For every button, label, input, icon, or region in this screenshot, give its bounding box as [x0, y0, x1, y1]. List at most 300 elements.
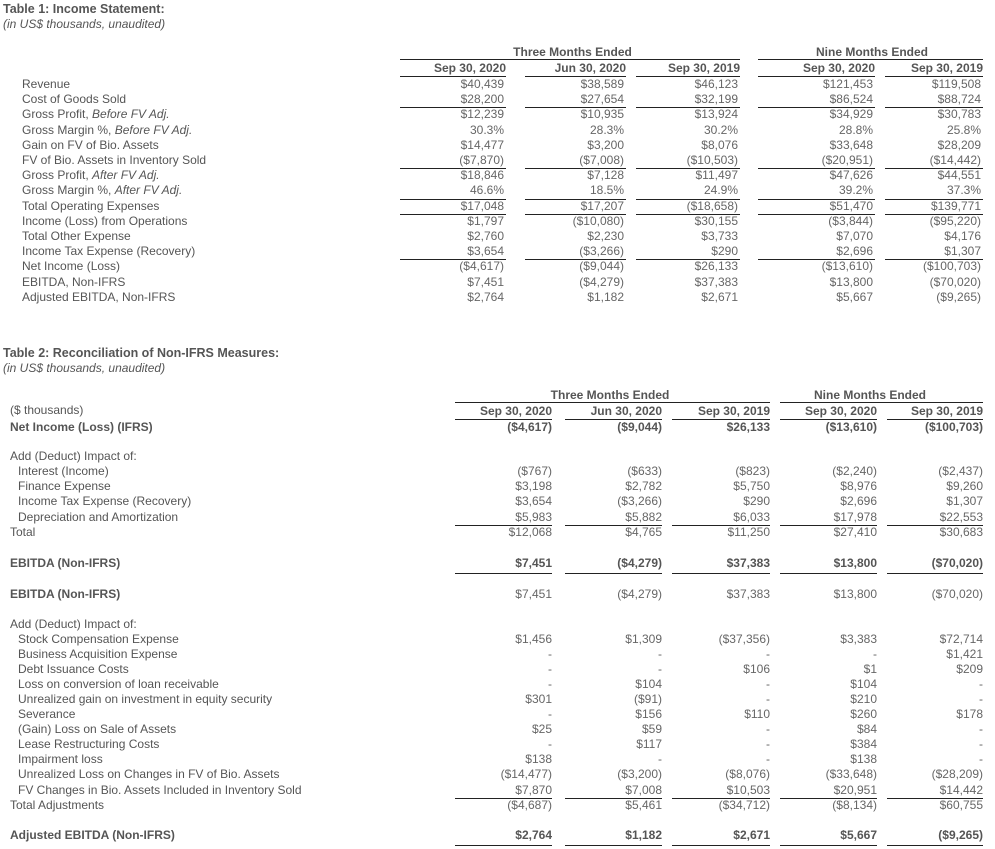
adjusted-ebitda-label: Adjusted EBITDA (Non-IFRS): [10, 828, 175, 842]
table-cell: $104: [850, 677, 877, 692]
table-cell: $6,033: [733, 509, 770, 524]
row-label: [22, 92, 126, 107]
table-cell: ($33,648): [825, 767, 877, 782]
table-cell: $110: [744, 707, 770, 722]
table-cell: ($633): [627, 464, 662, 478]
table-cell: $26,133: [726, 420, 770, 434]
subtotal-rule: [400, 259, 506, 260]
subtotal-rule: [400, 214, 506, 215]
subtotal-rule: [636, 107, 740, 108]
table-cell: $33,648: [829, 137, 873, 152]
table-cell: $7,128: [587, 168, 624, 183]
row-label: [22, 259, 120, 274]
table1-subtitle: (in US$ thousands, unaudited): [3, 17, 166, 31]
section-heading: Add (Deduct) Impact of:: [10, 617, 137, 631]
table-cell: $60,755: [939, 798, 983, 812]
table-cell: $209: [956, 662, 983, 677]
subtotal-rule: [885, 107, 983, 108]
table-cell: $7,070: [836, 229, 873, 243]
table-cell: $44,551: [937, 168, 981, 183]
subtotal-rule: [758, 199, 875, 200]
table-cell: $7,451: [467, 274, 504, 289]
subtotal-rule: [525, 199, 626, 200]
table-cell: $5,750: [733, 479, 770, 494]
table-cell: 24.9%: [703, 183, 738, 198]
table-cell: $2,671: [701, 289, 738, 304]
table-cell: ($4,687): [507, 798, 552, 812]
table-cell: $37,383: [726, 556, 770, 570]
table-cell: $1,456: [515, 632, 552, 646]
row-label-text: Cost of Goods Sold: [22, 92, 127, 107]
column-header: Sep 30, 2020: [804, 404, 877, 418]
table-cell: ($8,134): [832, 798, 877, 812]
subtotal-rule: [400, 199, 506, 200]
table-cell: $139,771: [930, 198, 981, 213]
row-label-text: Income Tax Expense (Recovery): [22, 244, 196, 259]
ebitda-label: EBITDA (Non-IFRS): [10, 587, 121, 601]
table-cell: $37,383: [694, 274, 738, 289]
table-cell: ($3,844): [828, 213, 873, 228]
table-cell: $1,307: [944, 244, 981, 259]
table-cell: $12,239: [460, 107, 504, 122]
ebitda-label: EBITDA (Non-IFRS): [10, 556, 121, 570]
row-label: Business Acquisition Expense: [18, 647, 178, 662]
table-cell: ($9,044): [617, 420, 662, 434]
total-adjustments-label: Total Adjustments: [10, 798, 105, 812]
table-cell: $46,123: [694, 77, 738, 91]
table-cell: $1,421: [946, 647, 983, 662]
table-cell: $3,654: [515, 494, 552, 509]
row-label-qualifier: After FV Adj.: [114, 183, 183, 198]
row-label-text: Adjusted EBITDA, Non-IFRS: [22, 289, 176, 304]
table-cell: -: [548, 662, 552, 677]
row-label: [22, 290, 175, 305]
row-label: Unrealized gain on investment in equity security: [18, 692, 273, 707]
table-cell: ($10,503): [686, 153, 738, 167]
table-cell: $34,929: [829, 107, 873, 122]
table-cell: $301: [525, 692, 552, 707]
table-cell: $84: [856, 722, 877, 737]
column-header: Jun 30, 2020: [590, 404, 662, 418]
subtotal-rule: [636, 168, 740, 169]
row-label: Finance Expense: [18, 479, 111, 494]
total-label: Total: [10, 525, 36, 539]
section-heading: Add (Deduct) Impact of:: [10, 449, 137, 463]
table-cell: ($2,437): [938, 464, 983, 478]
table-cell: $14,442: [939, 782, 983, 797]
table-cell: ($70,020): [931, 556, 983, 570]
row-label: [22, 199, 159, 214]
table-cell: $384: [850, 737, 877, 752]
table-cell: $4,176: [944, 229, 981, 243]
table-cell: -: [766, 737, 770, 752]
table-cell: $86,524: [829, 92, 873, 107]
table-cell: $290: [743, 494, 770, 509]
table-cell: $7,870: [515, 782, 552, 797]
table-cell: ($95,220): [929, 213, 981, 228]
table-cell: $138: [525, 752, 552, 767]
table-cell: $13,924: [694, 107, 738, 122]
subtotal-rule: [885, 259, 983, 260]
row-label: [22, 77, 70, 92]
table-cell: $17,207: [580, 198, 624, 213]
table-cell: $3,733: [701, 229, 738, 243]
table-cell: ($3,200): [617, 767, 662, 782]
table-cell: $32,199: [694, 92, 738, 107]
subtotal-rule: [525, 168, 626, 169]
table-cell: $13,800: [833, 587, 877, 601]
group-rule-nine-months: [780, 402, 983, 403]
table-cell: -: [766, 722, 770, 737]
table-cell: $20,951: [833, 782, 877, 797]
table-cell: $11,497: [695, 168, 738, 183]
table-cell: $25: [531, 722, 552, 737]
table-cell: $138: [850, 752, 877, 767]
row-label-text: Gross Profit,: [22, 107, 93, 122]
table-cell: $178: [956, 707, 983, 722]
row-label: Stock Compensation Expense: [18, 632, 179, 646]
table2-subtitle: (in US$ thousands, unaudited): [3, 361, 166, 375]
subtotal-rule: [525, 259, 626, 260]
table-cell: ($34,712): [718, 798, 770, 812]
table-cell: ($767): [517, 464, 552, 478]
column-header: Sep 30, 2020: [433, 61, 506, 75]
row-label-text: Gross Margin %,: [22, 183, 115, 198]
row-label: FV Changes in Bio. Assets Included in Inventory Sold: [18, 782, 302, 797]
table-cell: $2,696: [836, 244, 873, 259]
table-cell: 25.8%: [946, 122, 981, 137]
subtotal-rule: [758, 168, 875, 169]
table-cell: $10,503: [726, 782, 770, 797]
table-cell: $26,133: [694, 259, 738, 274]
table2-title: Table 2: Reconciliation of Non-IFRS Measures:: [3, 346, 280, 360]
row-label: Depreciation and Amortization: [18, 509, 179, 524]
table-cell: ($4,279): [617, 556, 662, 570]
total-rule: [672, 573, 770, 574]
table-cell: $2,671: [733, 828, 770, 842]
table-cell: ($37,356): [718, 632, 770, 646]
table-cell: $104: [635, 677, 662, 692]
table-cell: ($9,044): [579, 259, 624, 274]
table-cell: ($4,279): [617, 587, 662, 601]
subtotal-rule: [525, 107, 626, 108]
table-cell: $10,935: [580, 107, 624, 122]
row-label: [22, 123, 192, 138]
subtotal-rule: [525, 214, 626, 215]
row-label: Unrealized Loss on Changes in FV of Bio. Assets: [18, 767, 280, 782]
subtotal-rule: [636, 214, 740, 215]
row-label: Loss on conversion of loan receivable: [18, 677, 219, 692]
table-cell: ($7,008): [579, 153, 624, 167]
total-rule: [455, 845, 552, 846]
table-cell: ($28,209): [931, 767, 983, 782]
column-header: Jun 30, 2020: [554, 61, 626, 75]
subtotal-rule: [455, 525, 552, 526]
table-cell: ($10,080): [572, 213, 624, 228]
table-cell: $2,696: [840, 494, 877, 509]
table-cell: $2,764: [467, 289, 504, 304]
row-label-text: Gross Margin %,: [22, 122, 115, 137]
table-cell: $1,182: [587, 289, 624, 304]
table-cell: $9,260: [946, 479, 983, 494]
table-cell: $7,451: [515, 587, 552, 601]
table-cell: ($2,240): [832, 464, 877, 478]
row-label-text: Revenue: [22, 77, 71, 91]
subtotal-rule: [887, 525, 983, 526]
table-cell: $1,309: [625, 632, 662, 646]
table-cell: ($9,265): [936, 289, 981, 304]
group-rule-three-months: [400, 59, 740, 60]
table-cell: ($3,266): [579, 244, 624, 259]
column-header: Sep 30, 2020: [802, 61, 875, 75]
table-cell: $3,383: [840, 632, 877, 646]
table-cell: ($91): [633, 692, 662, 707]
subtotal-rule: [885, 214, 983, 215]
table-cell: $47,626: [829, 168, 873, 183]
table-cell: $2,782: [625, 479, 662, 494]
table-cell: $17,048: [460, 198, 504, 213]
subtotal-rule: [780, 798, 877, 799]
table-cell: ($7,870): [459, 153, 504, 167]
table-cell: 30.2%: [703, 122, 738, 137]
subtotal-rule: [565, 525, 662, 526]
table-cell: -: [766, 647, 770, 662]
row-label: Impairment loss: [18, 752, 103, 767]
subtotal-rule: [887, 798, 983, 799]
table-cell: ($14,477): [500, 767, 552, 782]
row-label: [22, 214, 187, 229]
table-cell: $27,410: [833, 525, 877, 539]
table-cell: ($100,703): [924, 420, 983, 434]
table-cell: ($100,703): [922, 259, 981, 274]
table-cell: $5,983: [515, 509, 552, 524]
row-label: Lease Restructuring Costs: [18, 737, 160, 752]
row-label: [22, 183, 182, 198]
subtotal-rule: [636, 199, 740, 200]
table-cell: ($4,617): [459, 259, 504, 274]
row-label-text: EBITDA, Non-IFRS: [22, 274, 126, 289]
table-cell: 28.3%: [589, 122, 624, 137]
row-label-text: Income (Loss) from Operations: [22, 213, 188, 228]
table-cell: $30,783: [937, 107, 981, 122]
column-header: Sep 30, 2019: [910, 61, 983, 75]
table-cell: 39.2%: [838, 183, 873, 198]
table-cell: $40,439: [460, 77, 504, 91]
table-cell: $13,800: [833, 556, 877, 570]
group-rule-three-months: [455, 402, 770, 403]
table-cell: 37.3%: [946, 183, 981, 198]
table-cell: $59: [641, 722, 662, 737]
table-cell: $7,008: [625, 782, 662, 797]
total-rule: [887, 845, 983, 846]
column-header: Sep 30, 2020: [479, 404, 552, 418]
table-cell: $51,470: [829, 198, 873, 213]
group-header-nine-months: Nine Months Ended: [814, 388, 926, 402]
subtotal-rule: [758, 214, 875, 215]
row-label: [22, 275, 125, 290]
row-label: Interest (Income): [18, 464, 109, 478]
table-cell: -: [766, 677, 770, 692]
table-cell: $2,760: [467, 229, 504, 243]
row-label: Debt Issuance Costs: [18, 662, 129, 677]
table-cell: $27,654: [580, 92, 624, 107]
table-cell: $1,307: [946, 494, 983, 509]
table-cell: $8,976: [840, 479, 877, 494]
table-cell: -: [766, 692, 770, 707]
table-cell: $88,724: [937, 92, 981, 107]
table-cell: $3,198: [515, 479, 552, 494]
table-cell: 18.5%: [589, 183, 624, 198]
table-cell: $156: [635, 707, 662, 722]
table-cell: $3,654: [467, 244, 504, 259]
subtotal-rule: [885, 168, 983, 169]
table-cell: $5,882: [625, 509, 662, 524]
table-cell: 46.6%: [469, 183, 504, 198]
table-cell: $1: [863, 662, 877, 677]
subtotal-rule: [565, 798, 662, 799]
row-label: [22, 168, 160, 183]
row-label-qualifier: Before FV Adj.: [92, 107, 170, 122]
group-rule-nine-months: [758, 59, 983, 60]
table-cell: ($3,266): [617, 494, 662, 509]
table-cell: -: [979, 737, 983, 752]
table-cell: $22,553: [939, 509, 983, 524]
table-cell: -: [979, 692, 983, 707]
table-cell: -: [979, 752, 983, 767]
column-header: Sep 30, 2019: [910, 404, 983, 418]
table-cell: -: [979, 722, 983, 737]
table-cell: $8,076: [701, 137, 738, 152]
subtotal-rule: [758, 107, 875, 108]
table-cell: $119,508: [931, 77, 981, 91]
subtotal-rule: [400, 107, 506, 108]
table-cell: -: [548, 677, 552, 692]
table-cell: 30.3%: [469, 122, 504, 137]
table-cell: -: [658, 752, 662, 767]
table-cell: -: [548, 707, 552, 722]
table-cell: -: [548, 737, 552, 752]
table-cell: $117: [636, 737, 662, 752]
subtotal-rule: [780, 525, 877, 526]
table-cell: -: [658, 647, 662, 662]
table-cell: -: [548, 647, 552, 662]
table-cell: $14,477: [460, 137, 504, 152]
table-cell: $2,230: [587, 229, 624, 243]
table-cell: ($4,617): [507, 420, 552, 434]
table-cell: $106: [743, 662, 770, 677]
group-header-three-months: Three Months Ended: [513, 45, 632, 59]
table-cell: $11,250: [727, 525, 770, 539]
table-cell: $72,714: [939, 632, 983, 646]
table-cell: ($14,442): [929, 153, 981, 167]
table-cell: $28,200: [460, 92, 504, 107]
units-label: ($ thousands): [10, 403, 84, 417]
table-cell: $260: [850, 707, 877, 722]
table-cell: $1,182: [625, 828, 662, 842]
table-cell: ($823): [735, 464, 770, 478]
table-cell: $7,451: [515, 556, 552, 570]
table-cell: ($9,265): [938, 828, 983, 842]
total-rule: [565, 573, 662, 574]
table-cell: $17,978: [833, 509, 877, 524]
table-cell: $28,209: [937, 137, 981, 152]
table-cell: $2,764: [515, 828, 552, 842]
table-cell: $13,800: [829, 274, 873, 289]
total-rule: [672, 845, 770, 846]
table-cell: -: [766, 752, 770, 767]
column-header: Sep 30, 2019: [697, 404, 770, 418]
table-cell: -: [873, 647, 877, 662]
table-cell: ($70,020): [931, 587, 983, 601]
row-label-qualifier: After FV Adj.: [92, 168, 160, 183]
total-rule: [887, 573, 983, 574]
subtotal-rule: [400, 168, 506, 169]
row-label: Severance: [18, 707, 76, 722]
row-label: [22, 153, 206, 168]
subtotal-rule: [636, 259, 740, 260]
table-cell: 28.8%: [838, 122, 873, 137]
total-rule: [455, 573, 552, 574]
row-label: [22, 138, 159, 153]
row-label-text: FV of Bio. Assets in Inventory Sold: [22, 153, 207, 167]
table-cell: $37,383: [726, 587, 770, 601]
table-cell: -: [979, 677, 983, 692]
row-label-text: Gain on FV of Bio. Assets: [22, 137, 159, 152]
row-label: Income Tax Expense (Recovery): [18, 494, 192, 509]
table-cell: $121,453: [822, 77, 873, 91]
table-cell: $290: [711, 244, 738, 259]
subtotal-rule: [758, 259, 875, 260]
table-cell: ($8,076): [725, 767, 770, 782]
table-cell: $4,765: [625, 525, 662, 539]
table-cell: $5,461: [625, 798, 662, 812]
row-label-text: Net Income (Loss): [22, 259, 121, 274]
row-label-qualifier: Before FV Adj.: [114, 122, 193, 137]
table-cell: $5,667: [840, 828, 877, 842]
total-rule: [780, 845, 877, 846]
table-cell: $12,068: [508, 525, 552, 539]
group-header-nine-months: Nine Months Ended: [816, 45, 928, 59]
row-label: [22, 107, 170, 122]
table-cell: ($20,951): [821, 153, 873, 167]
table-cell: $210: [850, 692, 877, 707]
subtotal-rule: [885, 199, 983, 200]
subtotal-rule: [672, 798, 770, 799]
table-cell: $30,155: [694, 213, 738, 228]
table-cell: $18,846: [460, 168, 504, 183]
table1-title: Table 1: Income Statement:: [3, 2, 165, 16]
table-cell: $1,797: [467, 213, 504, 228]
column-header: Sep 30, 2019: [667, 61, 740, 75]
row-label-text: Total Operating Expenses: [22, 198, 160, 213]
table-cell: $5,667: [836, 289, 873, 304]
row-label: (Gain) Loss on Sale of Assets: [18, 722, 177, 737]
table-cell: -: [658, 662, 662, 677]
total-rule: [780, 573, 877, 574]
total-rule: [565, 845, 662, 846]
table-cell: ($70,020): [929, 274, 981, 289]
row-label: [22, 244, 195, 259]
table-cell: ($18,658): [686, 198, 738, 213]
table-cell: $38,589: [580, 77, 624, 91]
row-label-text: Gross Profit,: [22, 168, 93, 183]
table-cell: $3,200: [587, 137, 624, 152]
row-label-text: Total Other Expense: [22, 229, 131, 243]
table-cell: ($13,610): [821, 259, 873, 274]
group-header-three-months: Three Months Ended: [550, 388, 670, 402]
net-income-label: Net Income (Loss) (IFRS): [10, 420, 153, 434]
subtotal-rule: [455, 798, 552, 799]
